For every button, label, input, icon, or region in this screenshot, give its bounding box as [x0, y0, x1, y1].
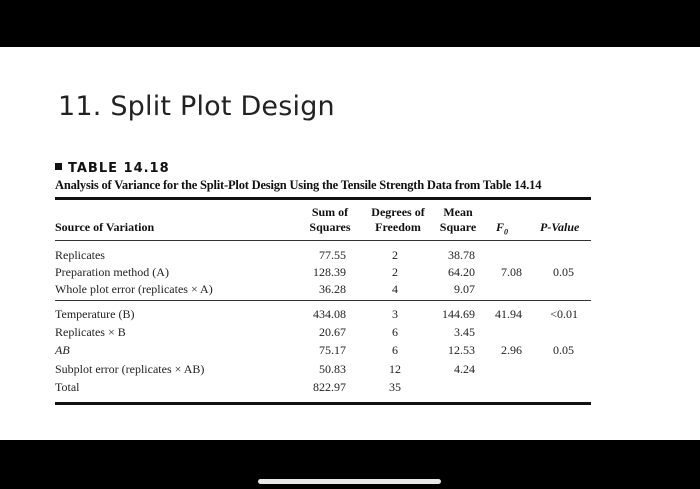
row-total-source: Total [55, 380, 80, 394]
header-source: Source of Variation [55, 220, 155, 234]
header-pvalue: P-Value [540, 220, 580, 234]
row-temperature-source: Temperature (B) [55, 307, 135, 321]
header-df-line2: Freedom [375, 220, 421, 234]
row-replicates-ms: 38.78 [448, 248, 475, 262]
table-bottom-rule [55, 402, 591, 405]
header-ss-line1: Sum of [311, 205, 349, 219]
section-rule [55, 300, 591, 301]
row-prep-method-label: Preparation method (A) [55, 265, 169, 279]
row-replicates-b-df: 6 [392, 325, 398, 339]
row-ab-ms: 12.53 [448, 343, 475, 357]
header-rule [55, 240, 591, 241]
home-indicator[interactable] [258, 479, 441, 484]
row-whole-plot-error-ms: 9.07 [454, 282, 475, 296]
header-f0-letter: F [496, 220, 505, 234]
row-temperature-ms: 144.69 [442, 307, 475, 321]
row-ab-df: 6 [392, 343, 398, 357]
row-subplot-error-source: Subplot error (replicates × AB) [55, 362, 205, 376]
row-temperature-ss: 434.08 [313, 307, 346, 321]
row-prep-method-ss: 128.39 [313, 265, 346, 279]
slide-title: 11. Split Plot Design [58, 91, 335, 122]
row-whole-plot-error-ss: 36.28 [319, 282, 346, 296]
row-replicates-df: 2 [392, 248, 398, 262]
row-subplot-error-ss: 50.83 [319, 362, 346, 376]
row-whole-plot-error-df: 4 [392, 282, 398, 296]
table-caption: Analysis of Variance for the Split-Plot Design Using the Tensile Strength Data from Table 14.14 [55, 178, 542, 192]
header-ss-line2: Squares [309, 220, 351, 234]
header-ms-line2: Square [439, 220, 477, 234]
header-f0-subscript: 0 [504, 227, 509, 237]
row-prep-method-df: 2 [392, 265, 398, 279]
row-replicates-ss: 77.55 [319, 248, 346, 262]
row-temperature-df: 3 [392, 307, 398, 321]
table-label [55, 161, 170, 176]
row-whole-plot-error-source: Whole plot error (replicates × A) [55, 282, 213, 296]
header-ms-line1: Mean [443, 205, 473, 219]
row-ab-p: 0.05 [553, 343, 574, 357]
row-total-df: 35 [389, 380, 401, 394]
row-prep-method-source [55, 265, 169, 280]
header-f0 [496, 220, 508, 236]
row-total-ss: 822.97 [313, 380, 346, 394]
row-replicates-b-ms: 3.45 [454, 325, 475, 339]
row-subplot-error-df: 12 [389, 362, 401, 376]
row-prep-method-f0: 7.08 [501, 265, 522, 279]
row-ab-f0: 2.96 [501, 343, 522, 357]
row-temperature-p: <0.01 [550, 307, 578, 321]
row-temperature-f0: 41.94 [495, 307, 522, 321]
row-ab-ss: 75.17 [319, 343, 346, 357]
table-label-text: TABLE 14.18 [68, 161, 170, 176]
row-replicates-b-source: Replicates × B [55, 325, 126, 339]
row-subplot-error-ms: 4.24 [454, 362, 475, 376]
row-replicates-b-ss: 20.67 [319, 325, 346, 339]
row-prep-method-p: 0.05 [553, 265, 574, 279]
row-ab-source: AB [55, 343, 70, 357]
row-replicates-source: Replicates [55, 248, 105, 262]
bullet-square-icon [55, 163, 62, 170]
header-df-line1: Degrees of [371, 205, 425, 219]
slide [0, 47, 700, 440]
row-prep-method-ms: 64.20 [448, 265, 475, 279]
table-top-rule [55, 197, 591, 200]
